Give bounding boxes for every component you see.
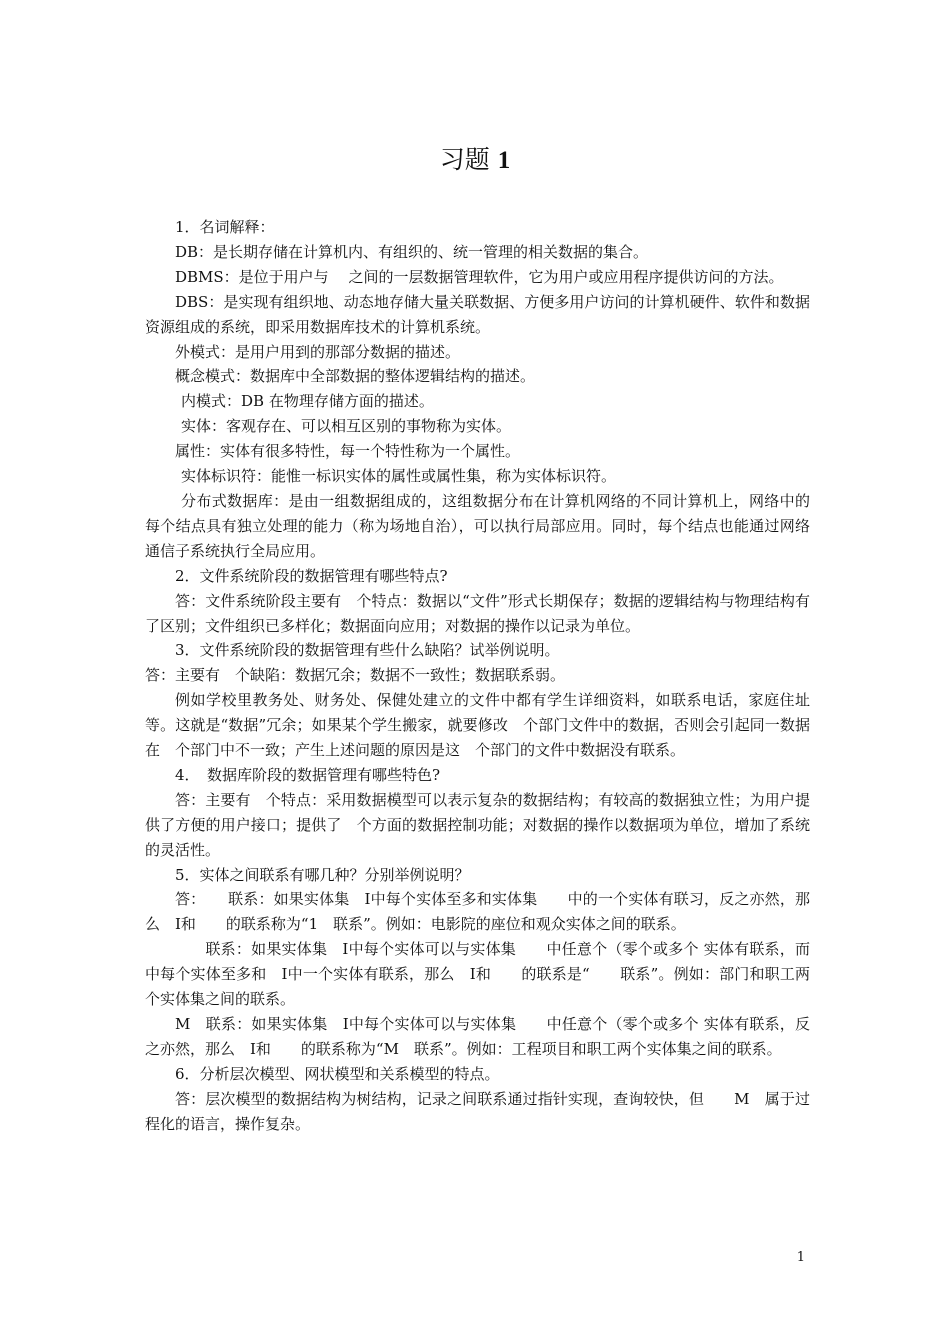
paragraph: DBS：是实现有组织地、动态地存储大量关联数据、方便多用户访问的计算机硬件、软件和数据资源组成的系统，即采用数据库技术的计算机系统。 bbox=[145, 292, 810, 336]
paragraph: 6．分析层次模型、网状模型和关系模型的特点。 bbox=[175, 1064, 500, 1083]
paragraph: DB：是长期存储在计算机内、有组织的、统一管理的相关数据的集合。 bbox=[175, 242, 649, 261]
title-number: 1 bbox=[497, 147, 511, 174]
title-text: 习题 bbox=[439, 145, 490, 174]
page-number: 1 bbox=[796, 1250, 805, 1265]
document-body bbox=[145, 215, 841, 1137]
paragraph: 答： 联系：如果实体集 I中每个实体至多和实体集 中的一个实体有联习，反之亦然，那么 I和 的联系称为“1 联系”。例如：电影院的座位和观众实体之间的联系。 bbox=[145, 890, 810, 934]
paragraph: 4． 数据库阶段的数据管理有哪些特色? bbox=[175, 765, 441, 784]
paragraph: 分布式数据库：是由一组数据组成的，这组数据分布在计算机网络的不同计算机上，网络中的每个结点具有独立处理的能力（称为场地自治），可以执行局部应用。同时，每个结点也能通过网络通信子系统执行全局应用。 bbox=[145, 491, 810, 560]
paragraph: 例如学校里教务处、财务处、保健处建立的文件中都有学生详细资料，如联系电话，家庭住址等。这就是“数据”冗余；如果某个学生搬家，就要修改 个部门文件中的数据，否则会引起同一数据在 个部门中不一致；产生上述问题的原因是这 个部门的文件中数据没有联系。 bbox=[145, 691, 810, 760]
page-title bbox=[0, 140, 950, 176]
paragraph: 内模式：DB 在物理存储方面的描述。 bbox=[181, 392, 434, 411]
paragraph: 答：层次模型的数据结构为树结构，记录之间联系通过指针实现，查询较快，但 M 属于过程化的语言，操作复杂。 bbox=[145, 1089, 810, 1133]
paragraph: 概念模式：数据库中全部数据的整体逻辑结构的描述。 bbox=[175, 367, 536, 386]
paragraph: 5．实体之间联系有哪几种？分别举例说明？ bbox=[175, 865, 470, 884]
paragraph: DBMS：是位于用户与 之间的一层数据管理软件，它为用户或应用程序提供访问的方法。 bbox=[175, 267, 784, 286]
paragraph: 答：主要有 个特点：采用数据模型可以表示复杂的数据结构；有较高的数据独立性；为用户提供了方便的用户接口；提供了 个方面的数据控制功能；对数据的操作以数据项为单位，增加了系统的灵活性。 bbox=[145, 790, 810, 859]
paragraph: 属性：实体有很多特性，每一个特性称为一个属性。 bbox=[175, 442, 521, 461]
paragraph: M 联系：如果实体集 I中每个实体可以与实体集 中任意个（零个或多个 实体有联系，反之亦然，那么 I和 的联系称为“M 联系”。例如：工程项目和职工两个实体集之间的联系。 bbox=[145, 1015, 810, 1058]
paragraph: 外模式：是用户用到的那部分数据的描述。 bbox=[175, 342, 461, 361]
paragraph: 2．文件系统阶段的数据管理有哪些特点? bbox=[175, 566, 448, 585]
paragraph: 答：主要有 个缺陷：数据冗余；数据不一致性；数据联系弱。 bbox=[145, 666, 566, 685]
paragraph: 实体标识符：能惟一标识实体的属性或属性集，称为实体标识符。 bbox=[181, 467, 617, 486]
paragraph: 答：文件系统阶段主要有 个特点：数据以“文件”形式长期保存；数据的逻辑结构与物理结构有了区别；文件组织已多样化；数据面向应用；对数据的操作以记录为单位。 bbox=[145, 591, 810, 635]
paragraph: 实体：客观存在、可以相互区别的事物称为实体。 bbox=[181, 417, 512, 436]
paragraph: 1．名词解释： bbox=[175, 218, 275, 236]
paragraph: 联系：如果实体集 I中每个实体可以与实体集 中任意个（零个或多个 实体有联系，而 中每个实体至多和 I中一个实体有联系，那么 I和 的联系是“ 联系”。例如：部门和职工两个实体集之间的联系。 bbox=[145, 940, 841, 1009]
paragraph: 3．文件系统阶段的数据管理有些什么缺陷？试举例说明。 bbox=[175, 641, 560, 660]
